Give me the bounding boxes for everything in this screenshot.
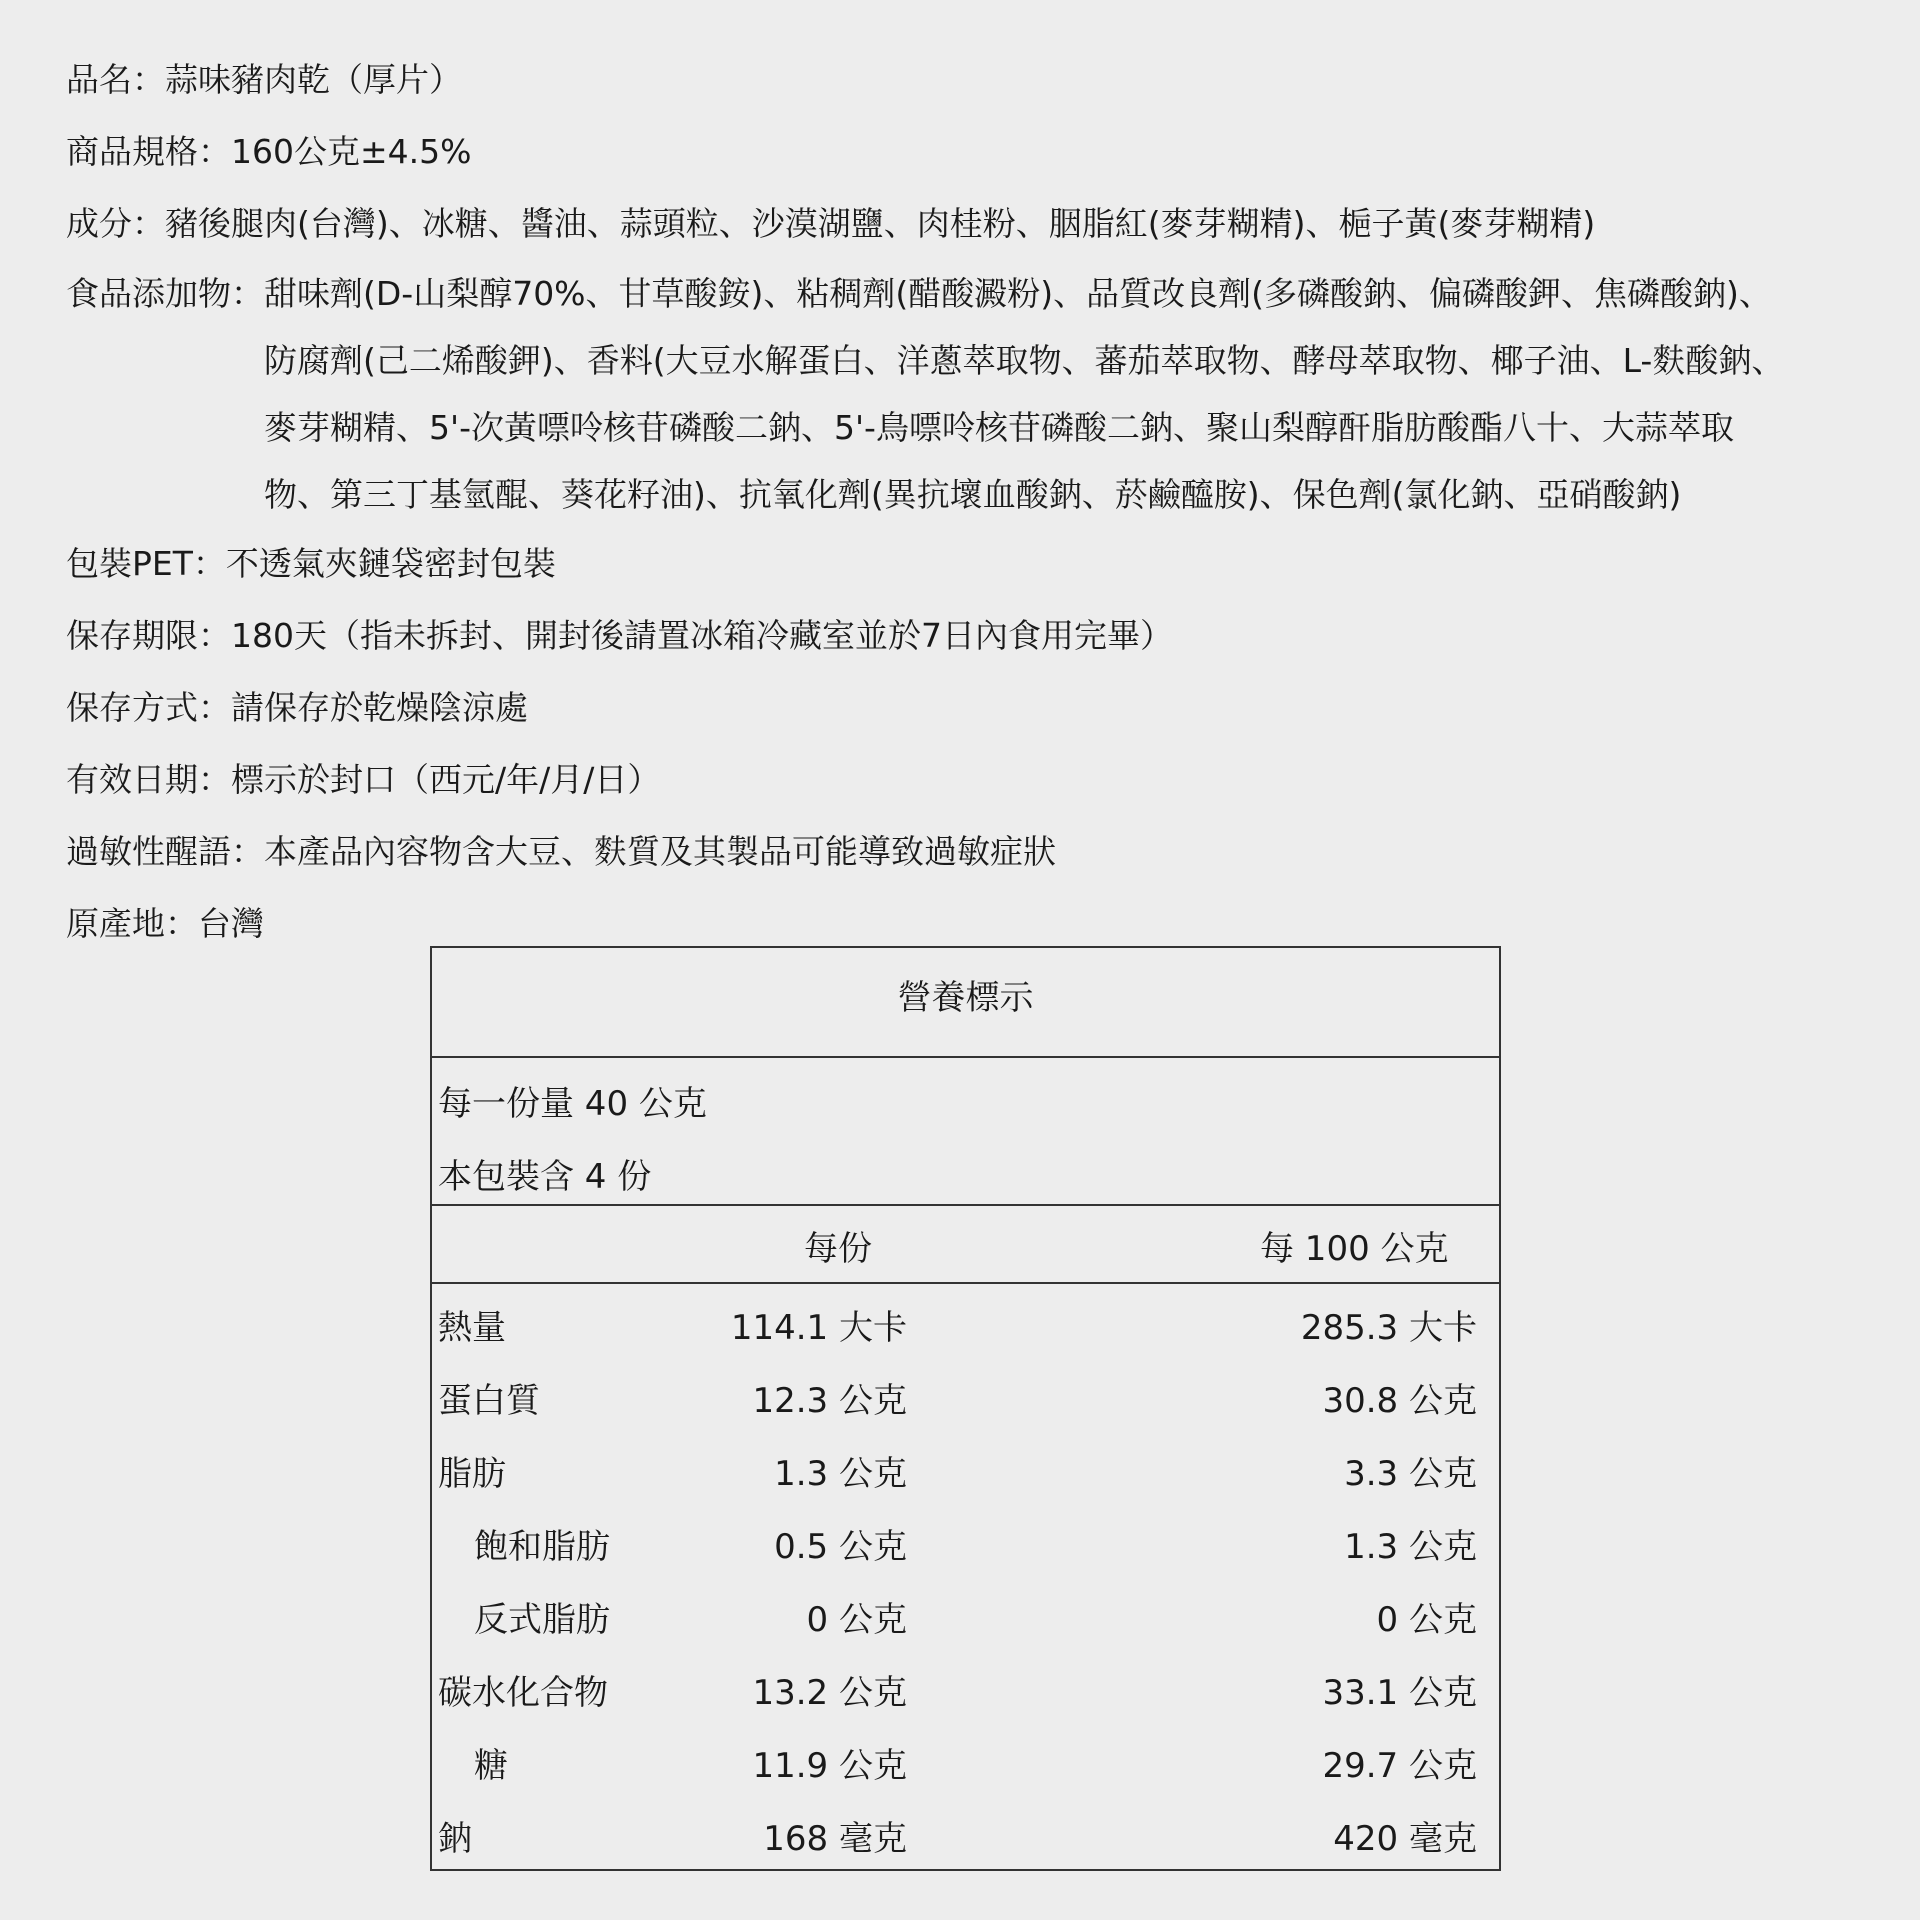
table-row	[432, 1584, 1499, 1657]
shelf-life-value: 180天（指未拆封、開封後請置冰箱冷藏室並於7日內食用完畢）	[231, 616, 1173, 655]
table-row	[432, 1730, 1499, 1803]
additives-text-line: 甜味劑(D-山梨醇70%、甘草酸銨)、粘稠劑(醋酸澱粉)、品質改良劑(多磷酸鈉、偏磷酸鉀、焦磷酸鈉)、	[264, 274, 1772, 313]
product-name-label: 品名：	[66, 60, 165, 99]
per-serving-value: 0 公克	[806, 1600, 907, 1640]
additives-line	[66, 260, 1906, 528]
allergen-line	[66, 816, 1906, 888]
product-name-value: 蒜味豬肉乾（厚片）	[165, 60, 462, 99]
storage-label: 保存方式：	[66, 688, 231, 727]
table-row	[432, 1365, 1499, 1438]
additives-text-line: 防腐劑(己二烯酸鉀)、香料(大豆水解蛋白、洋蔥萃取物、蕃茄萃取物、酵母萃取物、椰子油、L-麩酸鈉、	[264, 341, 1785, 380]
serving-size: 每一份量 40 公克	[438, 1084, 707, 1124]
per-serving-value: 13.2 公克	[752, 1673, 907, 1713]
packaging-line	[66, 528, 1906, 600]
origin-label: 原產地：	[66, 904, 198, 943]
nutrition-column-header	[432, 1206, 1499, 1284]
table-row	[432, 1438, 1499, 1511]
packaging-label: 包裝PET：	[66, 544, 226, 583]
expiry-value: 標示於封口（西元/年/月/日）	[231, 760, 661, 799]
packaging-value: 不透氣夾鏈袋密封包裝	[225, 544, 556, 583]
per-100g-value: 285.3 大卡	[1300, 1308, 1477, 1348]
table-row	[432, 1803, 1499, 1876]
shelf-life-label: 保存期限：	[66, 616, 231, 655]
per-100g-value: 3.3 公克	[1344, 1454, 1477, 1494]
additives-label: 食品添加物：	[66, 274, 264, 313]
nutrient-name: 鈉	[438, 1819, 472, 1859]
origin-value: 台灣	[198, 904, 264, 943]
per-100g-value: 420 毫克	[1333, 1819, 1477, 1859]
per-serving-value: 1.3 公克	[774, 1454, 907, 1494]
nutrient-name: 碳水化合物	[438, 1673, 608, 1713]
storage-line	[66, 672, 1906, 744]
serving-info	[432, 1058, 1499, 1206]
nutrient-name: 熱量	[438, 1308, 506, 1348]
table-row	[432, 1657, 1499, 1730]
per-serving-value: 114.1 大卡	[730, 1308, 907, 1348]
expiry-line	[66, 744, 1906, 816]
nutrient-name: 糖	[474, 1746, 508, 1786]
spec-value: 160公克±4.5%	[231, 132, 472, 171]
per-100g-value: 33.1 公克	[1322, 1673, 1477, 1713]
product-info	[66, 44, 1906, 960]
allergen-label: 過敏性醒語：	[66, 832, 264, 871]
per-serving-value: 12.3 公克	[752, 1381, 907, 1421]
table-row	[432, 1292, 1499, 1365]
column-per-100g: 每 100 公克	[1260, 1229, 1449, 1269]
nutrition-rows	[432, 1284, 1499, 1876]
per-100g-value: 0 公克	[1376, 1600, 1477, 1640]
per-100g-value: 30.8 公克	[1322, 1381, 1477, 1421]
per-serving-value: 0.5 公克	[774, 1527, 907, 1567]
allergen-value: 本產品內容物含大豆、麩質及其製品可能導致過敏症狀	[264, 832, 1056, 871]
expiry-label: 有效日期：	[66, 760, 231, 799]
nutrient-name: 反式脂肪	[474, 1600, 610, 1640]
ingredients-value: 豬後腿肉(台灣)、冰糖、醬油、蒜頭粒、沙漠湖鹽、肉桂粉、胭脂紅(麥芽糊精)、梔子黃(麥芽糊精)	[165, 204, 1596, 243]
per-100g-value: 29.7 公克	[1322, 1746, 1477, 1786]
ingredients-label: 成分：	[66, 204, 165, 243]
shelf-life-line	[66, 600, 1906, 672]
additives-value	[264, 260, 1906, 528]
per-serving-value: 11.9 公克	[752, 1746, 907, 1786]
column-per-serving: 每份	[804, 1229, 872, 1269]
additives-text-line: 物、第三丁基氫醌、葵花籽油)、抗氧化劑(異抗壞血酸鈉、菸鹼醯胺)、保色劑(氯化鈉、亞硝酸鈉)	[264, 475, 1682, 514]
nutrient-name: 蛋白質	[438, 1381, 540, 1421]
nutrition-title: 營養標示	[432, 948, 1499, 1058]
additives-text-line: 麥芽糊精、5'-次黃嘌呤核苷磷酸二鈉、5'-鳥嘌呤核苷磷酸二鈉、聚山梨醇酐脂肪酸酯八十、大蒜萃取	[264, 408, 1734, 447]
table-row	[432, 1511, 1499, 1584]
ingredients-line	[66, 188, 1906, 260]
servings-per-pack: 本包裝含 4 份	[438, 1157, 652, 1197]
per-100g-value: 1.3 公克	[1344, 1527, 1477, 1567]
spec-label: 商品規格：	[66, 132, 231, 171]
storage-value: 請保存於乾燥陰涼處	[231, 688, 528, 727]
nutrition-table	[430, 946, 1501, 1871]
spec-line	[66, 116, 1906, 188]
per-serving-value: 168 毫克	[763, 1819, 907, 1859]
nutrient-name: 飽和脂肪	[474, 1527, 610, 1567]
product-name-line	[66, 44, 1906, 116]
nutrient-name: 脂肪	[438, 1454, 506, 1494]
